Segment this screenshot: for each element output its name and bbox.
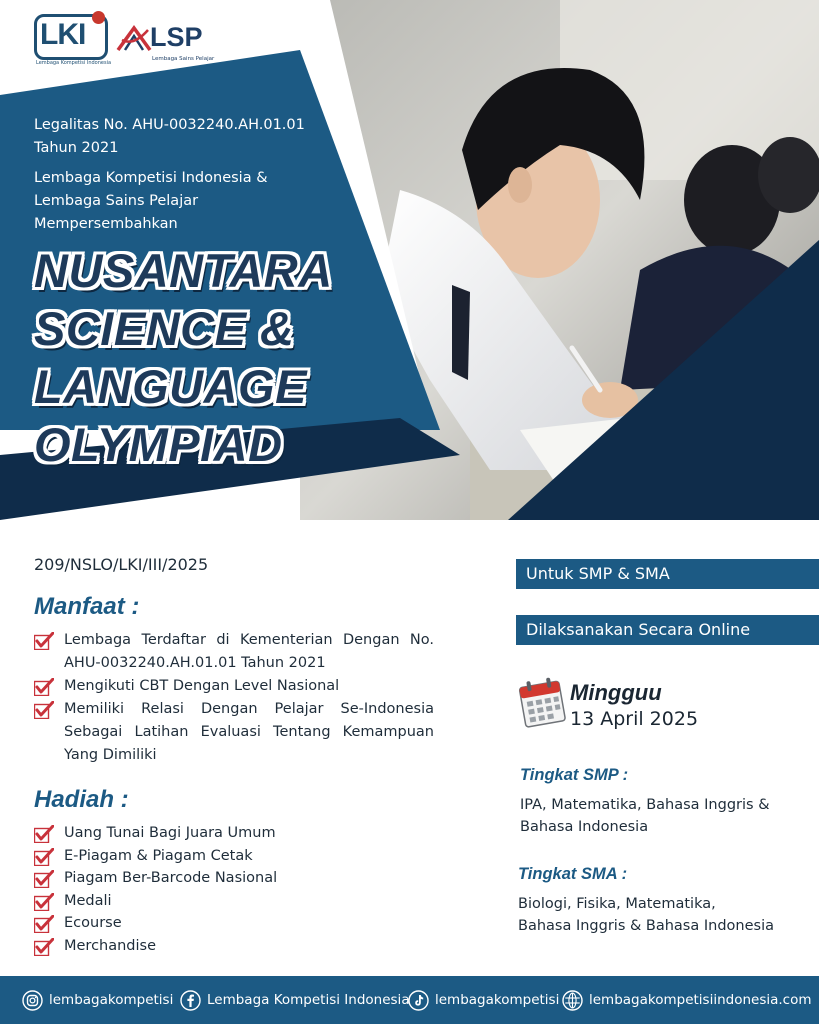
facebook-page: Lembaga Kompetisi Indonesia (207, 992, 410, 1008)
lki-logo (34, 14, 112, 70)
checkmark-icon (34, 893, 54, 911)
sma-heading: Tingkat SMA : (518, 865, 628, 883)
checkmark-icon (34, 678, 54, 696)
organizers (34, 167, 334, 236)
prize-text: E-Piagam & Piagam Cetak (64, 847, 253, 864)
website-link[interactable] (562, 976, 812, 1024)
facebook-link[interactable] (180, 976, 410, 1024)
title-line-1: NUSANTARA (34, 244, 333, 297)
prize-text: Uang Tunai Bagi Juara Umum (64, 825, 276, 841)
sma-subjects (518, 893, 808, 937)
mode-banner: Dilaksanakan Secara Online (516, 615, 819, 645)
checkmark-icon (34, 938, 54, 956)
checkmark-icon (34, 870, 54, 888)
tiktok-icon (408, 990, 429, 1011)
prizes-list (34, 822, 394, 958)
benefit-item (34, 675, 434, 698)
event-title (34, 242, 394, 474)
prize-item (34, 822, 394, 845)
organizer-line-1: Lembaga Kompetisi Indonesia & (34, 170, 268, 186)
benefit-item (34, 629, 434, 675)
benefit-text: Mengikuti CBT Dengan Level Nasional (64, 678, 340, 694)
prize-text: Medali (64, 892, 112, 909)
organizer-line-3: Mempersembahkan (34, 216, 178, 232)
website-url: lembagakompetisiindonesia.com (589, 992, 812, 1008)
event-day: Mingguu (570, 680, 662, 705)
prize-item (34, 867, 394, 890)
smp-subjects (520, 794, 810, 838)
checkmark-icon (34, 848, 54, 866)
title-line-2: SCIENCE & (34, 302, 295, 355)
lki-logo-text: LKI (40, 18, 86, 51)
checkmark-icon (34, 915, 54, 933)
sma-subjects-line-1: Biologi, Fisika, Matematika, (518, 896, 716, 912)
calendar-icon (518, 676, 568, 728)
lsp-logo-text: LSP (150, 22, 203, 52)
benefit-item (34, 698, 434, 767)
instagram-handle: lembagakompetisi (49, 992, 174, 1008)
lsp-logo-caption: Lembaga Sains Pelajar (152, 56, 215, 62)
sma-subjects-line-2: Bahasa Inggris & Bahasa Indonesia (518, 918, 774, 934)
prize-item (34, 912, 394, 935)
smp-subjects-line-2: Bahasa Indonesia (520, 819, 649, 835)
reference-number: 209/NSLO/LKI/III/2025 (34, 555, 209, 574)
smp-heading: Tingkat SMP : (520, 766, 629, 784)
social-footer (0, 976, 819, 1024)
benefit-text: Memiliki Relasi Dengan Pelajar Se-Indonesia Sebagai Latihan Evaluasi Tentang Kemampuan Yang Dimiliki (64, 701, 434, 763)
lki-logo-caption: Lembaga Kompetisi Indonesia (36, 60, 112, 66)
instagram-link[interactable] (22, 976, 173, 1024)
tiktok-handle: lembagakompetisi (435, 992, 560, 1008)
benefits-heading: Manfaat : (34, 593, 140, 620)
prize-item (34, 935, 394, 958)
prize-text: Merchandise (64, 937, 157, 954)
event-date: 13 April 2025 (570, 708, 699, 730)
prize-text: Ecourse (64, 915, 122, 932)
title-line-4: OLYMPIAD (34, 418, 283, 471)
benefits-list (34, 629, 434, 767)
level-banner: Untuk SMP & SMA (516, 559, 819, 589)
checkmark-icon (34, 632, 54, 650)
prize-item (34, 845, 394, 868)
smp-subjects-line-1: IPA, Matematika, Bahasa Inggris & (520, 797, 770, 813)
prizes-heading: Hadiah : (34, 786, 129, 813)
checkmark-icon (34, 701, 54, 719)
checkmark-icon (34, 825, 54, 843)
organizer-line-2: Lembaga Sains Pelajar (34, 193, 199, 209)
globe-icon (562, 990, 583, 1011)
prize-item (34, 890, 394, 913)
book-icon (116, 20, 152, 56)
legal-info (34, 114, 334, 160)
prize-text: Piagam Ber-Barcode Nasional (64, 870, 278, 887)
instagram-icon (22, 990, 43, 1011)
facebook-icon (180, 990, 201, 1011)
benefit-text: Lembaga Terdaftar di Kementerian Dengan No. AHU-0032240.AH.01.01 Tahun 2021 (64, 632, 434, 671)
legal-year: Tahun 2021 (34, 140, 119, 156)
title-line-3: LANGUAGE (34, 360, 307, 413)
legal-number: Legalitas No. AHU-0032240.AH.01.01 (34, 117, 305, 133)
lsp-logo (116, 18, 216, 70)
tiktok-link[interactable] (408, 976, 559, 1024)
